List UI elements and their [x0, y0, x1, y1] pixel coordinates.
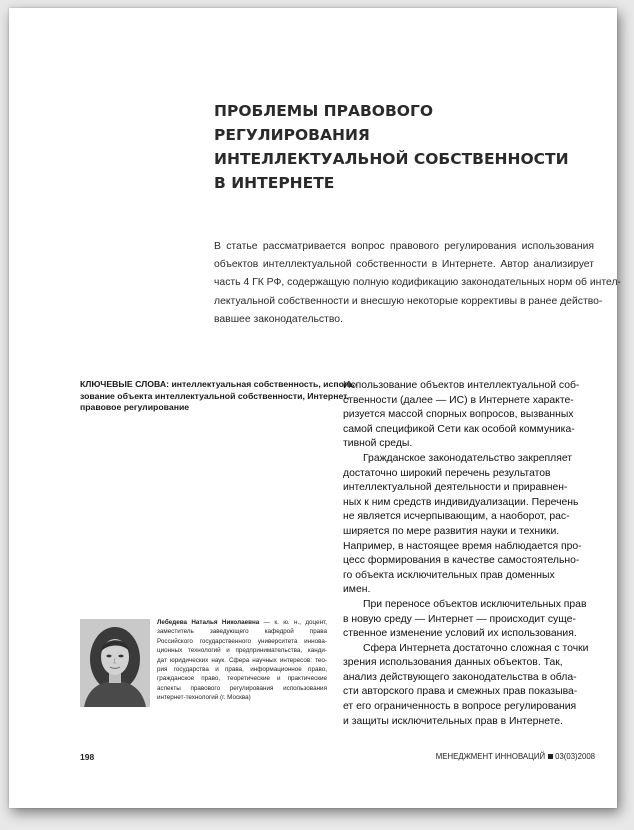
author-bio-line: аспекты правового регулирования использования: [157, 684, 327, 692]
body-line: самой спецификой Сети как особой коммуника-: [343, 423, 575, 435]
keywords-line: правовое регулирование: [80, 402, 190, 413]
author-bio-line: заместитель заведующего кафедрой права: [157, 628, 327, 636]
author-name: Лебедева Наталья Николаевна: [157, 619, 260, 626]
article-title: [214, 99, 594, 195]
body-line: зрения использования данных объектов. Так,: [343, 657, 563, 669]
author-bio-line: рия государства и права, информационное право,: [157, 666, 327, 674]
body-line: го объекта исключительных прав доменных: [343, 569, 555, 581]
author-bio-first-line: [157, 618, 327, 627]
author-degree: — к. ю. н., доцент,: [259, 619, 328, 626]
body-line: Сфера Интернета достаточно сложная с точки: [363, 642, 589, 654]
title-line: ПРОБЛЕМЫ ПРАВОВОГО РЕГУЛИРОВАНИЯ: [214, 102, 434, 144]
body-line: Использование объектов интеллектуальной соб-: [343, 380, 580, 391]
body-line: тивной среды.: [343, 438, 413, 450]
keywords: [80, 379, 358, 414]
abstract-line: лектуальной собственности и внесшую некоторые коррективы в ранее действо-: [214, 295, 603, 307]
keywords-line: КЛЮЧЕВЫЕ СЛОВА: интеллектуальная собственность, исполь-: [80, 379, 358, 389]
author-bio: [157, 618, 327, 703]
body-line: цесс формирования в качестве самостоятельно-: [343, 555, 580, 567]
body-line: анализ действующего законодательства в обла-: [343, 671, 577, 683]
body-line: При переносе объектов исключительных прав: [363, 598, 587, 610]
body-line: ризуется массой спорных вопросов, вызванных: [343, 409, 574, 421]
body-line: ширяется по мере развития науки и техники.: [343, 525, 560, 537]
body-line: ственности (далее — ИС) в Интернете характе-: [343, 394, 574, 406]
body-line: имен.: [343, 584, 371, 596]
abstract-line: объектов интеллектуальной собственности в Интернете. Автор анализирует: [214, 259, 594, 271]
author-bio-line: Российского государственного университета иннова-: [157, 637, 327, 645]
body-line: Например, в настоящее время наблюдается про-: [343, 540, 582, 552]
body-line: достаточно широкий перечень результатов: [343, 467, 551, 479]
body-line: сти авторского права и смежных прав показыва-: [343, 686, 578, 698]
author-portrait-image: [80, 619, 150, 707]
abstract-line: В статье рассматривается вопрос правового регулирования использования: [214, 241, 594, 252]
body-line: ственное изменение условий их использования.: [343, 628, 577, 640]
journal-issue: 03(03)2008: [555, 752, 595, 761]
body-line: ет его ограниченность в вопросе регулирования: [343, 701, 577, 713]
article-body: [343, 379, 605, 729]
journal-name: МЕНЕДЖМЕНТ ИННОВАЦИЙ: [435, 752, 546, 761]
author-bio-line: интернет-технологий (г. Москва): [157, 694, 251, 702]
author-bio-line: дат юридических наук. Сфера научных интересов: тео-: [157, 656, 327, 664]
author-bio-line: гражданское право, теоретические и практические: [157, 675, 327, 683]
page-number: 198: [80, 752, 95, 762]
keywords-line: зование объекта интеллектуальной собственности, Интернет,: [80, 390, 350, 401]
body-line: интеллектуальной деятельности и приравнен-: [343, 482, 568, 494]
title-line: ИНТЕЛЛЕКТУАЛЬНОЙ СОБСТВЕННОСТИ: [214, 150, 569, 168]
abstract-line: вавшее законодательство.: [214, 313, 343, 325]
body-line: ных к ним средств индивидуализации. Перечень: [343, 496, 579, 508]
journal-footer: [436, 752, 595, 761]
body-line: и защиты исключительных прав в Интернете.: [343, 715, 563, 727]
article-abstract: [214, 238, 622, 329]
author-bio-line: ционных технологий и предпринимательства, канди-: [157, 647, 327, 655]
title-line: В ИНТЕРНЕТЕ: [214, 174, 335, 192]
square-bullet-icon: [548, 754, 553, 759]
abstract-line: часть 4 ГК РФ, содержащую полную кодификацию законодательных норм об интел-: [214, 277, 622, 289]
journal-page: [9, 8, 622, 808]
body-line: не является исчерпывающим, а наоборот, рас-: [343, 511, 570, 523]
body-line: в новую среду — Интернет — происходит суще-: [343, 613, 576, 625]
body-line: Гражданское законодательство закрепляет: [363, 452, 573, 464]
author-photo: [80, 619, 150, 707]
